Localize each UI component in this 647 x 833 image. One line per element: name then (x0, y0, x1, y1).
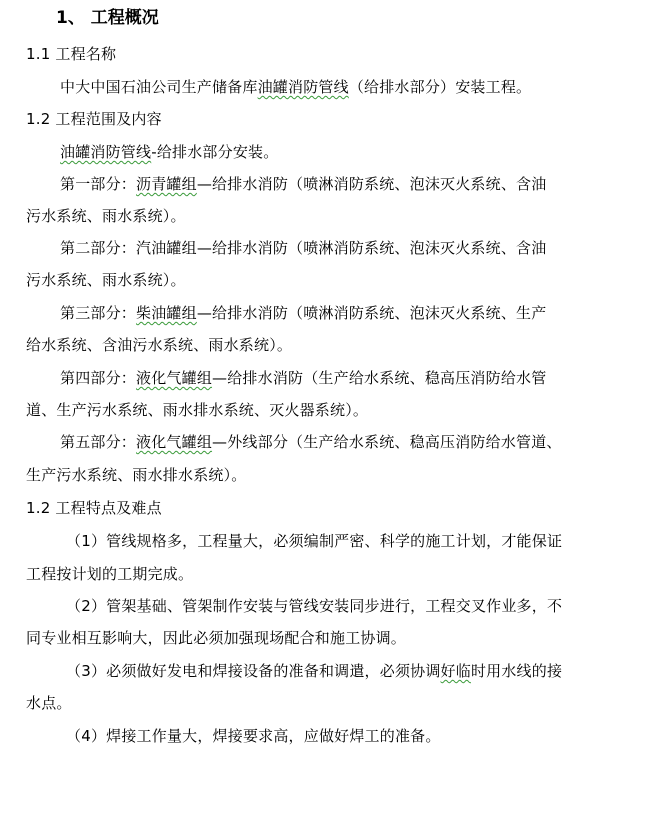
text-span: —给排水消防（生产给水系统、稳高压消防给水管 (212, 369, 547, 387)
section-1-1-title: 1.1 工程名称 (26, 45, 117, 63)
part-1-line (60, 173, 546, 195)
point-3-line-1 (66, 660, 562, 682)
part-2-line (60, 237, 546, 259)
text-span: —外线部分（生产给水系统、稳高压消防给水管道、 (212, 433, 562, 451)
text-span: —给排水消防（喷淋消防系统、泡沫灭火系统、含油 (196, 175, 547, 193)
text-span: 第二部分： (60, 239, 137, 257)
section-1-3-title: 1.2 工程特点及难点 (26, 499, 162, 517)
scope-intro (60, 141, 278, 163)
text-span: 汽油罐组 (136, 239, 197, 257)
project-name-text (60, 76, 531, 98)
spellcheck-mark: 液化气罐组 (136, 433, 213, 451)
section-heading: 1、 工程概况 (56, 8, 159, 28)
text-span: 时用水线的接 (470, 662, 563, 680)
text-span: —给排水消防（喷淋消防系统、泡沫灭火系统、含油 (196, 239, 547, 257)
part-3-continuation: 给水系统、含油污水系统、雨水系统）。 (26, 336, 293, 354)
text-span: （3）必须做好发电和焊接设备的准备和调遣，必须协调 (66, 662, 441, 680)
part-4-continuation: 道、生产污水系统、雨水排水系统、灭火器系统）。 (26, 401, 369, 419)
point-2-line-2: 同专业相互影响大，因此必须加强现场配合和施工协调。 (26, 629, 407, 647)
point-4-line-1: （4）焊接工作量大，焊接要求高，应做好焊工的准备。 (66, 727, 441, 745)
point-2-line-1: （2）管架基础、管架制作安装与管线安装同步进行，工程交叉作业多，不 (66, 597, 563, 615)
point-3-line-2: 水点。 (26, 694, 72, 712)
spellcheck-mark: 油罐消防管线 (257, 78, 349, 96)
spellcheck-mark: 好临 (440, 662, 471, 680)
spellcheck-mark: 沥青罐组 (136, 175, 197, 193)
text-span: 中大中国石油公司生产储备库 (60, 78, 258, 96)
part-2-continuation: 污水系统、雨水系统）。 (26, 271, 186, 289)
part-3-line (60, 302, 546, 324)
part-5-continuation: 生产污水系统、雨水排水系统）。 (26, 466, 247, 484)
text-span: 第三部分： (60, 304, 137, 322)
part-1-continuation: 污水系统、雨水系统）。 (26, 207, 186, 225)
text-span: 第五部分： (60, 433, 137, 451)
text-span: -给排水部分安装。 (151, 143, 279, 161)
text-span: 第四部分： (60, 369, 137, 387)
text-span: —给排水消防（喷淋消防系统、泡沫灭火系统、生产 (196, 304, 547, 322)
part-5-line (60, 431, 562, 453)
spellcheck-mark: 柴油罐组 (136, 304, 197, 322)
point-1-line-1: （1）管线规格多，工程量大，必须编制严密、科学的施工计划，才能保证 (66, 532, 563, 550)
section-1-2-title: 1.2 工程范围及内容 (26, 110, 162, 128)
spellcheck-mark: 液化气罐组 (136, 369, 213, 387)
text-span: 第一部分： (60, 175, 137, 193)
point-1-line-2: 工程按计划的工期完成。 (26, 565, 194, 583)
text-span: （给排水部分）安装工程。 (348, 78, 532, 96)
part-4-line (60, 367, 546, 389)
spellcheck-mark: 油罐消防管线 (60, 143, 152, 161)
